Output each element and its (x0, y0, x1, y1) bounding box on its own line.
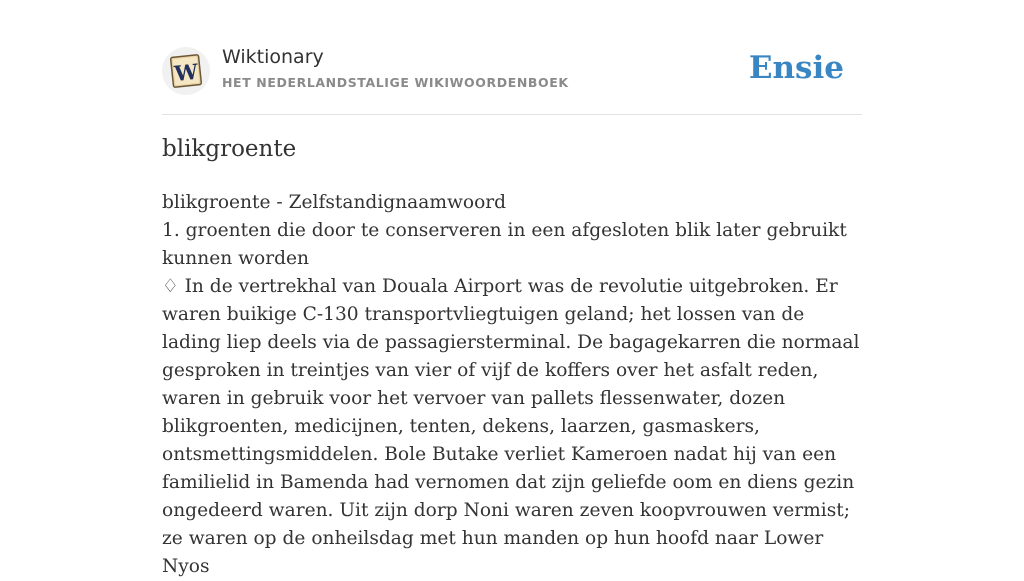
entry-heading-line: blikgroente - Zelfstandignaamwoord (162, 192, 507, 213)
page-title: blikgroente (162, 136, 297, 162)
site-subtitle: HET NEDERLANDSTALIGE WIKIWOORDENBOEK (222, 75, 569, 90)
wiktionary-logo-icon[interactable] (162, 47, 210, 95)
entry-definition: 1. groenten die door te conserveren in een afgesloten blik later gebruikt kunnen worden (162, 220, 847, 269)
wiktionary-tile-graphic (162, 47, 210, 95)
entry-content (162, 189, 866, 581)
svg-text:W: W (173, 58, 200, 87)
site-title[interactable]: Wiktionary (222, 46, 324, 68)
entry-example: ♢ In de vertrekhal van Douala Airport was de revolutie uitgebroken. Er waren buikige C-130 transportvliegtuigen geland; het lossen van de lading liep deels via de passagiersterminal. De bagagekarren die normaal gesproken in treintjes van vier of vijf de koffers over het asfalt reden, waren in gebruik voor het vervoer van pallets flessenwater, dozen blikgroenten, medicijnen, tenten, dekens, laarzen, gasmaskers, ontsmettingsmiddelen. Bole Butake verliet Kameroen nadat hij van een familielid in Bamenda had vernomen dat zijn geliefde oom en diens gezin ongedeerd waren. Uit zijn dorp Noni waren zeven koopvrouwen vermist; ze waren op de onheilsdag met hun manden op hun hoofd naar Lower Nyos (162, 276, 860, 577)
ensie-logo[interactable]: Ensie (748, 50, 844, 86)
site-header (162, 44, 862, 115)
